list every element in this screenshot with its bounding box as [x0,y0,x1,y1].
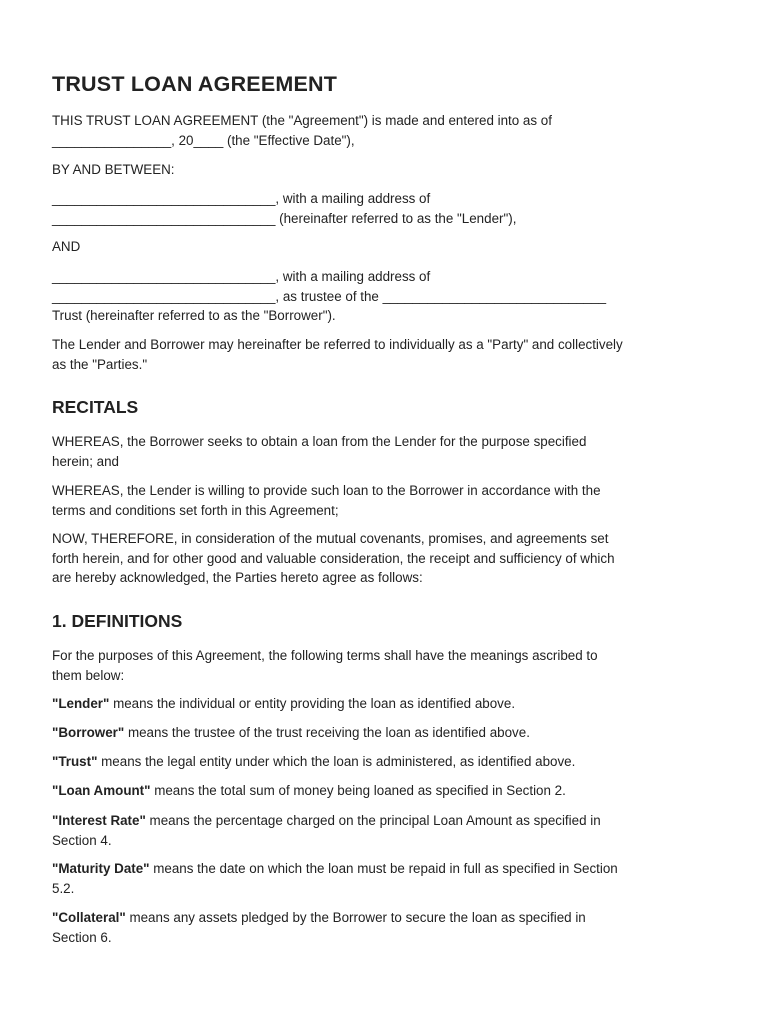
definitions-heading: 1. DEFINITIONS [52,611,183,631]
intro-line-2: ________________, 20____ (the "Effective Date"), [52,132,355,148]
definition-term: "Collateral" [52,910,126,925]
definition-trust [52,752,722,772]
definition-lender [52,694,722,714]
definition-text-continued: Section 4. [52,832,112,848]
parties-line-1: The Lender and Borrower may hereinafter be referred to individually as a "Party" and collectively [52,337,623,352]
whereas1-line-1: WHEREAS, the Borrower seeks to obtain a loan from the Lender for the purpose specified [52,434,587,449]
parties-paragraph [52,335,722,374]
definition-text: means the total sum of money being loaned as specified in Section 2. [150,783,566,798]
definition-collateral [52,908,722,947]
lender-line-2: ______________________________ (hereinafter referred to as the "Lender"), [52,210,517,226]
definitions-intro-line-2: them below: [52,667,125,683]
whereas2-line-2: terms and conditions set forth in this Agreement; [52,502,339,518]
borrower-block [52,267,722,326]
lender-block [52,189,722,228]
now-therefore-line-2: forth herein, and for other good and valuable consideration, the receipt and sufficiency of which [52,550,615,566]
definition-maturity-date [52,859,722,898]
definitions-intro [52,646,722,685]
and-label [52,237,722,257]
recitals-heading: RECITALS [52,397,139,417]
definition-text: means the legal entity under which the loan is administered, as identified above. [97,754,576,769]
definition-interest-rate [52,811,722,850]
lender-line-1: ______________________________, with a mailing address of [52,191,431,206]
now-therefore-line-3: are hereby acknowledged, the Parties hereto agree as follows: [52,570,423,585]
borrower-line-1: ______________________________, with a mailing address of [52,269,431,284]
definition-text: means the percentage charged on the principal Loan Amount as specified in [145,813,601,828]
definition-borrower [52,723,722,743]
definition-text: means the trustee of the trust receiving the loan as identified above. [124,725,530,740]
definition-text-continued: 5.2. [52,880,75,896]
definition-term: "Trust" [52,754,98,769]
definition-term: "Maturity Date" [52,861,150,876]
definition-term: "Interest Rate" [52,813,146,828]
definition-text: means any assets pledged by the Borrower to secure the loan as specified in [125,910,586,925]
definition-text: means the date on which the loan must be repaid in full as specified in Section [149,861,618,876]
borrower-line-3: Trust (hereinafter referred to as the "Borrower"). [52,308,336,323]
definition-term: "Lender" [52,696,110,711]
now-therefore-paragraph [52,529,722,588]
whereas2-line-1: WHEREAS, the Lender is willing to provide such loan to the Borrower in accordance with the [52,483,601,498]
definition-text: means the individual or entity providing the loan as identified above. [109,696,516,711]
definition-term: "Borrower" [52,725,125,740]
definition-term: "Loan Amount" [52,783,151,798]
definition-loan-amount [52,781,722,801]
whereas-paragraph-2 [52,481,722,520]
by-and-between-label [52,160,722,180]
parties-line-2: as the "Parties." [52,356,148,372]
and-text: AND [52,239,81,254]
whereas1-line-2: herein; and [52,453,120,469]
now-therefore-line-1: NOW, THEREFORE, in consideration of the mutual covenants, promises, and agreements set [52,531,609,546]
by-and-between-text: BY AND BETWEEN: [52,162,175,177]
definitions-intro-line-1: For the purposes of this Agreement, the following terms shall have the meanings ascribed to [52,648,598,663]
intro-line-1: THIS TRUST LOAN AGREEMENT (the "Agreement") is made and entered into as of [52,113,552,128]
intro-paragraph [52,111,722,150]
definition-text-continued: Section 6. [52,929,112,945]
whereas-paragraph-1 [52,432,722,471]
borrower-line-2: ______________________________, as trustee of the ______________________________ [52,288,607,304]
document-title: TRUST LOAN AGREEMENT [52,72,338,96]
